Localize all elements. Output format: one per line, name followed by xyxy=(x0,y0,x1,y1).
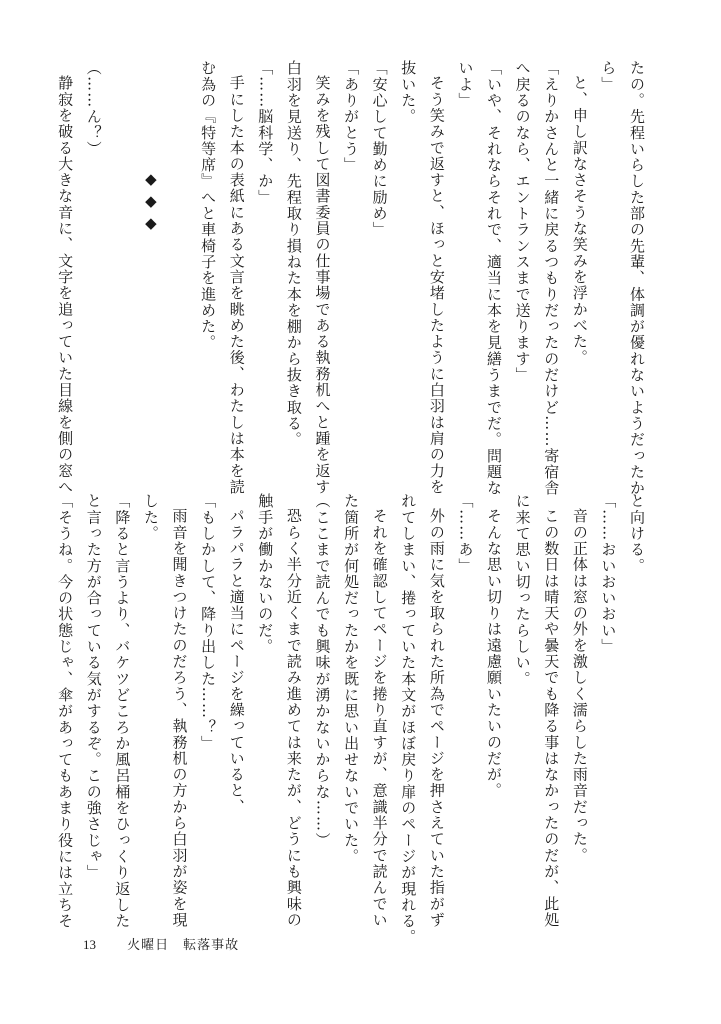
text-line: 「えりかさんと一緒に戻るつもりだったのだけど……寄宿舎 xyxy=(542,60,561,497)
blank-line xyxy=(165,60,194,470)
text-line: 「降ると言うより、バケツどころか風呂桶をひっくり返した xyxy=(113,493,132,930)
text-line: 雨音を聞きつけたのだろう、執務机の方から白羽が姿を現 xyxy=(170,508,189,928)
text-line: （……ん？） xyxy=(84,60,103,157)
text-line: た箇所が何処だったかを既に思い出せないでいた。 xyxy=(342,493,361,865)
text-line: 白羽を見送り、先程取り損ねた本を棚から抜き取る。 xyxy=(284,60,303,448)
text-line: この数日は晴天や曇天でも降る事はなかったのだが、此処 xyxy=(542,508,561,928)
text-line: 触手が働かないのだ。 xyxy=(256,493,275,655)
text-line: そう笑みで返すと、ほっと安堵したように白羽は肩の力を xyxy=(427,75,446,495)
text-line: と言った方が合っている気がするぞ。この強さじゃ」 xyxy=(84,493,103,881)
text-line: 音の正体は窓の外を激しく濡らした雨音だった。 xyxy=(570,508,589,864)
text-line: れてしまい、捲っていた本文がほぼ戻り扉のページが現れる。 xyxy=(399,493,418,946)
text-line: 静寂を破る大きな音に、文字を追っていた目線を側の窓へ xyxy=(56,75,75,495)
text-line: 「もしかして、降り出した……？」 xyxy=(199,493,218,752)
text-line: と、申し訳なさそうな笑みを浮かべた。 xyxy=(570,75,589,366)
upper-text-block xyxy=(51,60,651,497)
text-line: 「いや、それならそれで、適当に本を見繕うまでだ。問題な xyxy=(485,60,504,497)
page-footer xyxy=(83,934,239,953)
chapter-title: 火曜日 転落事故 xyxy=(127,938,240,953)
text-line: 「ありがとう」 xyxy=(342,60,361,174)
text-line: む為の『特等席』へと車椅子を進めた。 xyxy=(199,60,218,351)
text-line: （ここまで読んでも興味が湧かないからな……） xyxy=(313,493,332,849)
text-line: した。 xyxy=(141,493,160,542)
text-line: 「……あ」 xyxy=(456,493,475,574)
text-line: パラパラと適当にページを繰っていると、 xyxy=(227,508,246,815)
text-line: 「そうね。今の状態じゃ、傘があってもあまり役には立ちそ xyxy=(56,493,75,930)
text-line: 恐らく半分近くまで読み進めては来たが、どうにも興味の xyxy=(284,508,303,928)
text-line: それを確認してページを捲り直すが、意識半分で読んでい xyxy=(370,508,389,928)
text-line: そんな思い切りは遠慮願いたいのだが。 xyxy=(485,508,504,799)
blank-line xyxy=(108,60,137,470)
text-line: いよ」 xyxy=(456,60,475,109)
text-line: 笑みを残して図書委員の仕事場である執務机へと踵を返す xyxy=(313,75,332,495)
text-line: 外の雨に気を取られた所為でページを押さえていた指がず xyxy=(427,508,446,928)
text-line: に来て思い切ったらしい。 xyxy=(513,493,532,687)
text-line: へ戻るのなら、エントランスまで送ります」 xyxy=(513,60,532,383)
page-number: 13 xyxy=(83,937,96,952)
section-break-marker: ◆◆◆ xyxy=(141,170,160,236)
text-line: 抜いた。 xyxy=(399,60,418,125)
text-line: たの。先程いらした部の先輩、体調が優れないようだったか xyxy=(628,60,646,497)
text-line: 「安心して勤めに励め」 xyxy=(370,60,389,238)
text-line: 「……おいおいおい」 xyxy=(599,493,618,655)
text-line: 「……脳科学、か」 xyxy=(256,60,275,206)
text-line: 手にした本の表紙にある文言を眺めた後、わたしは本を読 xyxy=(227,75,246,495)
text-line: と向ける。 xyxy=(628,493,646,574)
text-line: ら」 xyxy=(599,60,618,93)
